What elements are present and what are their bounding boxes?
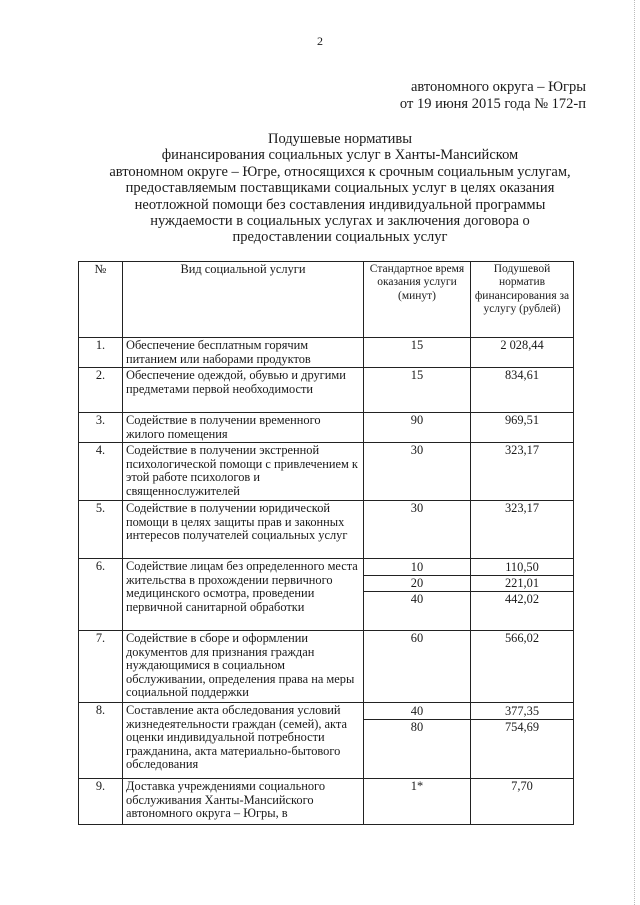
table-row — [79, 559, 574, 631]
table-body — [79, 338, 574, 825]
row-number: 3. — [79, 413, 123, 443]
standard-time-cell — [364, 631, 471, 703]
standard-time-cell — [364, 368, 471, 413]
financing-norm-value: 323,17 — [504, 501, 540, 515]
service-name: Составление акта обследования условий жизнедеятельности граждан (семей), акта оценки индивидуальной потребности гражданина, акта материально-бытового обследования — [123, 703, 364, 779]
financing-norm-value: 566,02 — [504, 631, 540, 645]
standard-time-value: 40 — [364, 704, 470, 720]
financing-norm-cell — [471, 631, 574, 703]
standard-time-value: 20 — [364, 576, 470, 592]
financing-norm-value: 834,61 — [504, 368, 540, 382]
service-name: Содействие в получении экстренной психологической помощи с привлечением к этой работе психологов и священнослужителей — [123, 443, 364, 501]
standard-time-value: 80 — [410, 720, 424, 734]
header-line-2: от 19 июня 2015 года № 172-п — [399, 96, 586, 112]
row-number: 6. — [79, 559, 123, 631]
service-name: Содействие в получении юридической помощи в целях защиты прав и законных интересов получателей социальных услуг — [123, 501, 364, 559]
service-name: Содействие в получении временного жилого помещения — [123, 413, 364, 443]
table-row — [79, 501, 574, 559]
page-edge-line — [634, 0, 635, 905]
financing-norm-cell — [471, 443, 574, 501]
table-row — [79, 779, 574, 825]
row-number: 9. — [79, 779, 123, 825]
standard-time-value: 60 — [410, 631, 424, 645]
service-name: Доставка учреждениями социального обслуживания Ханты-Мансийского автономного округа – Югры, в — [123, 779, 364, 825]
standard-time-cell — [364, 779, 471, 825]
financing-norm-value: 754,69 — [504, 720, 540, 734]
title-line: нуждаемости в социальных услугах и заключения договора о — [150, 213, 530, 230]
financing-norm-value: 221,01 — [471, 576, 573, 592]
standard-time-cell — [364, 559, 471, 631]
table-row — [79, 338, 574, 368]
standard-time-value: 90 — [410, 413, 424, 427]
title-line: автономном округе – Югре, относящихся к срочным социальным услугам, — [109, 163, 571, 180]
row-number: 2. — [79, 368, 123, 413]
service-name: Обеспечение одеждой, обувью и другими предметами первой необходимости — [123, 368, 364, 413]
header-financing-norm: Подушевой норматив финансирования за услугу (рублей) — [471, 262, 574, 338]
header-num: № — [79, 262, 123, 338]
financing-norm-cell — [471, 703, 574, 779]
service-name: Содействие в сборе и оформлении документов для признания граждан нуждающимися в социальном обслуживании, определения права на меры социальной поддержки — [123, 631, 364, 703]
row-number: 4. — [79, 443, 123, 501]
financing-norm-value: 2 028,44 — [500, 338, 544, 352]
financing-norm-cell — [471, 368, 574, 413]
financing-norm-value: 323,17 — [504, 443, 540, 457]
table-header-row — [79, 262, 574, 338]
title-line: финансирования социальных услуг в Ханты-Мансийском — [161, 147, 519, 164]
financing-norm-cell — [471, 338, 574, 368]
standard-time-value: 10 — [364, 560, 470, 576]
standard-time-value: 40 — [410, 592, 424, 606]
standard-time-cell — [364, 501, 471, 559]
standard-time-cell — [364, 338, 471, 368]
standard-time-cell — [364, 703, 471, 779]
row-number: 5. — [79, 501, 123, 559]
row-number: 1. — [79, 338, 123, 368]
financing-norm-cell — [471, 779, 574, 825]
table-row — [79, 443, 574, 501]
document-title — [60, 131, 620, 246]
financing-norm-cell — [471, 501, 574, 559]
financing-norm-value: 969,51 — [504, 413, 540, 427]
financing-norm-value: 377,35 — [471, 704, 573, 720]
header-line-1: автономного округа – Югры — [410, 79, 586, 95]
header-service-type: Вид социальной услуги — [123, 262, 364, 338]
financing-norm-value: 110,50 — [471, 560, 573, 576]
financing-norm-value: 442,02 — [504, 592, 540, 606]
standard-time-value: 30 — [410, 501, 424, 515]
title-line: предоставляемым поставщиками социальных услуг в целях оказания — [125, 180, 555, 197]
standard-time-cell — [364, 413, 471, 443]
table-row — [79, 703, 574, 779]
standard-time-value: 30 — [410, 443, 424, 457]
financing-norm-cell — [471, 559, 574, 631]
table-row — [79, 631, 574, 703]
standard-time-cell — [364, 443, 471, 501]
service-name: Содействие лицам без определенного места жительства в прохождении первичного медицинского осмотра, проведении первичной санитарной обработки — [123, 559, 364, 631]
page-number: 2 — [317, 34, 323, 48]
row-number: 8. — [79, 703, 123, 779]
standard-time-value: 15 — [410, 368, 424, 382]
table-row — [79, 413, 574, 443]
title-line: Подушевые нормативы — [267, 131, 413, 147]
standard-time-value: 1* — [410, 779, 424, 793]
title-line: предоставлении социальных услуг — [232, 229, 448, 246]
standard-time-value: 15 — [410, 338, 424, 352]
services-table — [78, 261, 574, 825]
table-row — [79, 368, 574, 413]
financing-norm-value: 7,70 — [511, 779, 533, 793]
title-line: неотложной помощи без составления индивидуальной программы — [134, 196, 546, 213]
row-number: 7. — [79, 631, 123, 703]
header-standard-time: Стандартное время оказания услуги (минут) — [364, 262, 471, 338]
service-name: Обеспечение бесплатным горячим питанием или наборами продуктов — [123, 338, 364, 368]
header-reference — [400, 79, 586, 113]
financing-norm-cell — [471, 413, 574, 443]
